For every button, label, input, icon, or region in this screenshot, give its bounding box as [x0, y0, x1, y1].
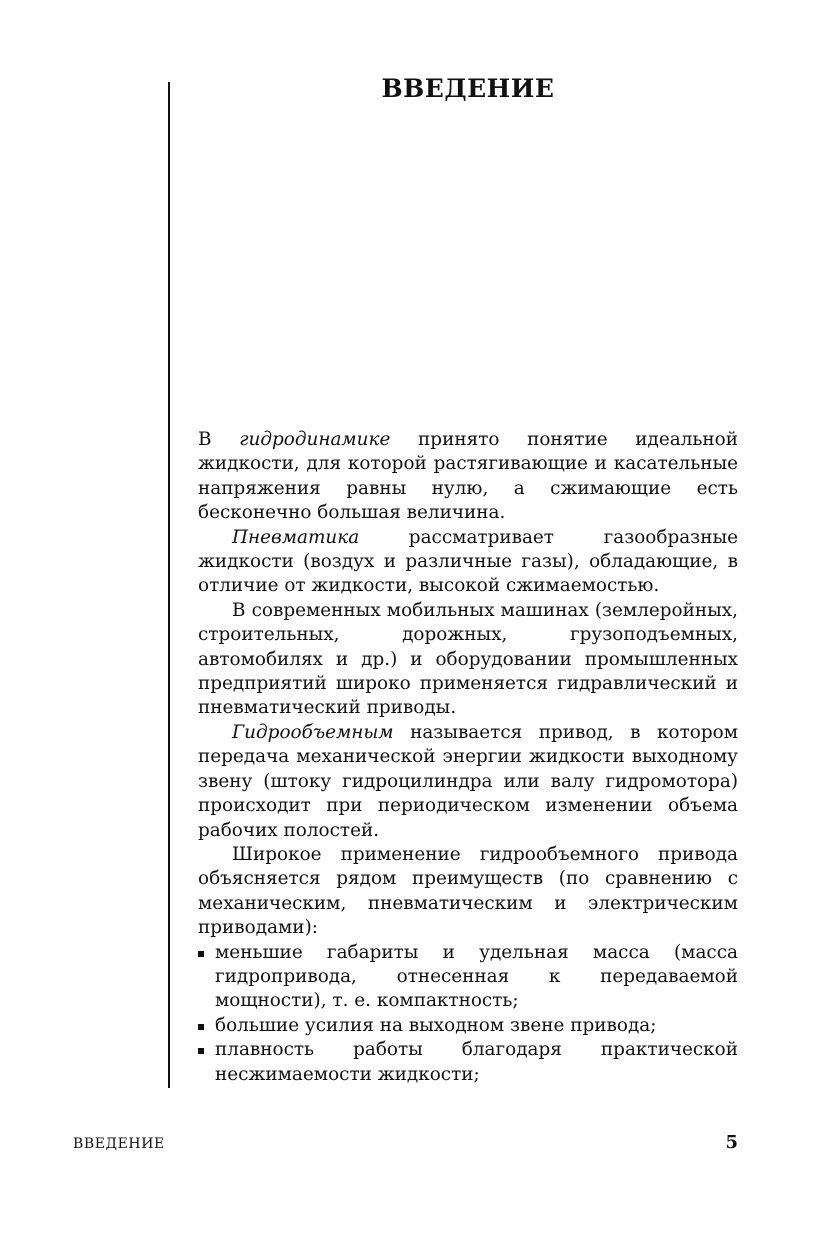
running-title: ВВЕДЕНИЕ: [73, 1136, 165, 1152]
paragraph-advantages: Широкое применение гидрообъемного привода объясняется рядом преимуществ (по сравнению с механическим, пневматическим и электрическим приводами):: [198, 843, 738, 939]
list-item: [198, 1038, 738, 1087]
chapter-heading: ВВЕДЕНИЕ: [381, 74, 555, 103]
list-item-text: большие усилия на выходном звене привода;: [215, 1014, 657, 1036]
paragraph-hydrostatic-drive: [198, 721, 738, 843]
paragraph-text: называется привод, в котором передача механической энергии жидкости выходному звену (штоку гидроцилиндра или валу гидромотора) происходит при периодическом изменении объема рабочих полостей.: [198, 721, 738, 841]
paragraph-text: принято понятие идеальной жидкости, для которой растягивающие и касательные напряжения равны нулю, а сжимающие есть бесконечно большая величина.: [198, 429, 738, 524]
term-hydrodynamics: гидродинамике: [239, 429, 391, 450]
list-item-text: плавность работы благодаря практической несжимаемости жидкости;: [215, 1039, 738, 1085]
paragraph-hydrodynamics: [198, 428, 738, 526]
paragraph-text: рассматривает газообразные жидкости (воздух и различные газы), обладающие, в отличие от жидкости, высокой сжимаемостью.: [198, 526, 738, 597]
paragraph-lead: В: [198, 429, 240, 450]
margin-rule: [168, 82, 170, 1088]
list-item: [198, 941, 738, 1014]
paragraph-pneumatics: [198, 526, 738, 599]
term-pneumatics: Пневматика: [232, 526, 360, 548]
advantages-list: [198, 941, 738, 1087]
paragraph-mobile-machines: В современных мобильных машинах (землеройных, строительных, дорожных, грузоподъемных, автомобилях и др.) и оборудовании промышленных предприятий широко применяется гидравлический и пневматический приводы.: [198, 599, 738, 719]
square-bullet-icon: [198, 1024, 204, 1030]
square-bullet-icon: [198, 1048, 204, 1054]
body-text: [198, 428, 738, 1087]
square-bullet-icon: [198, 951, 204, 957]
list-item: [198, 1014, 738, 1038]
list-item-text: меньшие габариты и удельная масса (масса гидропривода, отнесенная к передаваемой мощности), т. е. компактность;: [215, 941, 738, 1012]
page-number: 5: [725, 1132, 738, 1153]
term-hydrostatic: Гидрообъемным: [232, 721, 394, 743]
